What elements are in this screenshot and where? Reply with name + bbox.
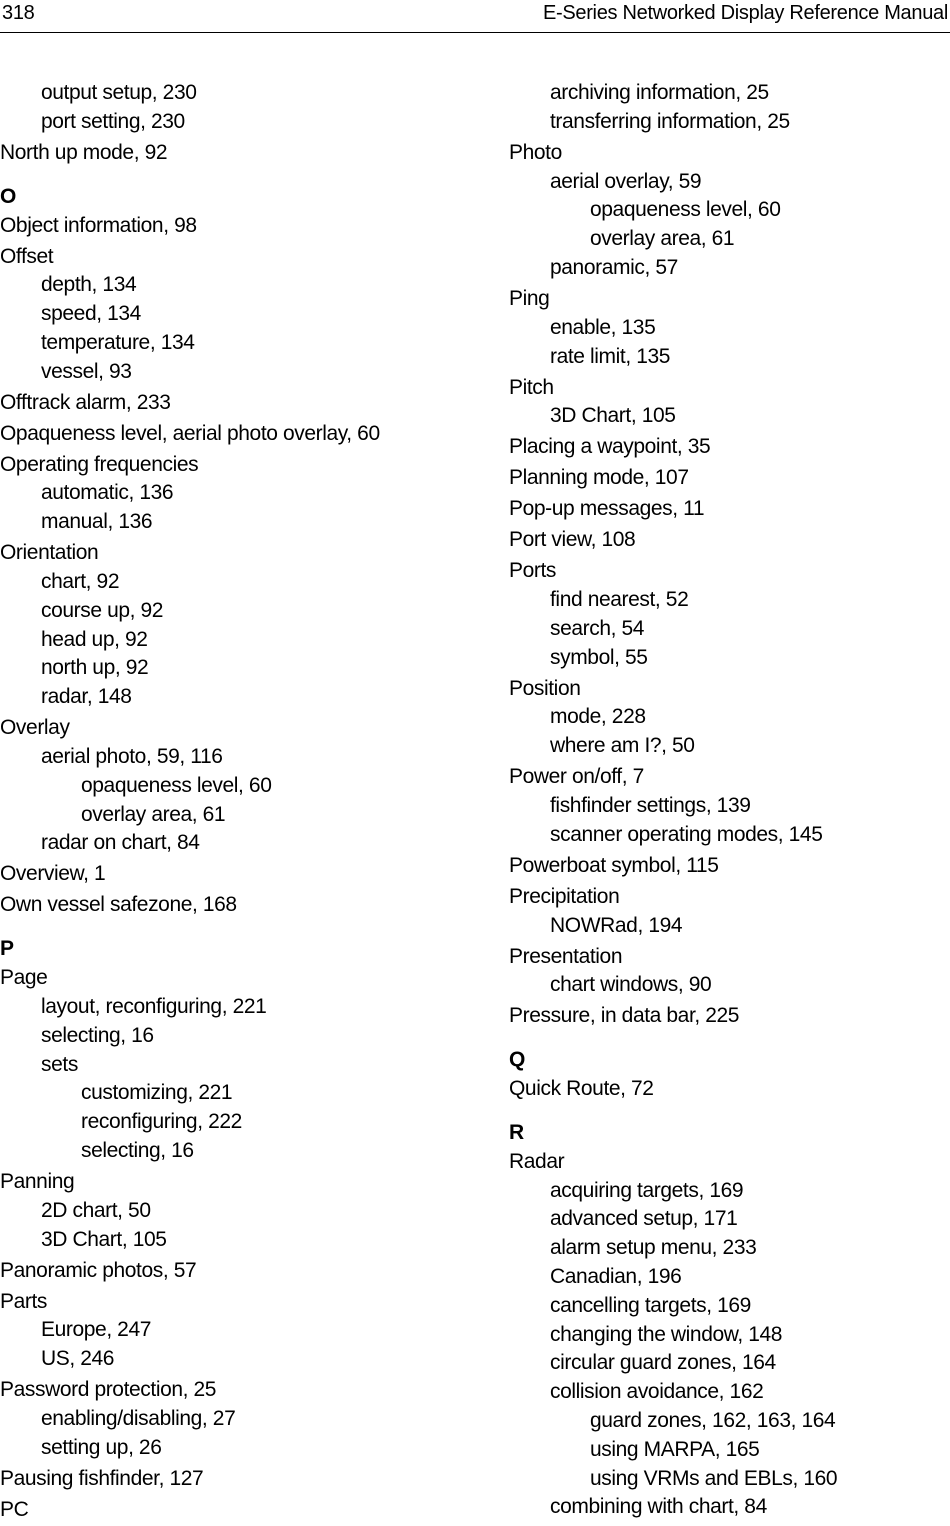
index-subentry: output setup, 230 <box>41 81 197 104</box>
index-subentry: mode, 228 <box>550 705 646 729</box>
index-subentry: layout, reconfiguring, 221 <box>41 994 267 1018</box>
index-subentry: cancelling targets, 169 <box>550 1293 751 1317</box>
index-subentry: selecting, 16 <box>41 1023 154 1047</box>
index-entry: Pitch <box>509 375 554 399</box>
index-subentry: radar on chart, 84 <box>41 831 200 855</box>
index-subentry: search, 54 <box>550 616 645 640</box>
index-entry: Quick Route, 72 <box>509 1077 654 1101</box>
index-entry: Placing a waypoint, 35 <box>509 435 711 459</box>
index-subentry: course up, 92 <box>41 598 164 622</box>
index-section-letter: R <box>509 1120 525 1144</box>
running-title: E-Series Networked Display Reference Manual <box>542 2 948 24</box>
index-section-letter: Q <box>509 1048 526 1072</box>
index-subsubentry: customizing, 221 <box>81 1081 233 1105</box>
index-entry: Panoramic photos, 57 <box>0 1258 197 1282</box>
index-entry: Parts <box>0 1289 48 1313</box>
index-subentry: symbol, 55 <box>550 645 648 669</box>
index-subentry: changing the window, 148 <box>550 1322 783 1346</box>
index-subsubentry: guard zones, 162, 163, 164 <box>590 1409 836 1433</box>
index-entry: North up mode, 92 <box>0 140 168 164</box>
index-subentry: setting up, 26 <box>41 1435 162 1459</box>
index-entry: Powerboat symbol, 115 <box>509 853 719 877</box>
index-entry: Pop-up messages, 11 <box>509 497 705 521</box>
index-subsubentry: selecting, 16 <box>81 1138 194 1162</box>
index-subentry: speed, 134 <box>41 302 141 326</box>
index-subentry: combining with chart, 84 <box>550 1495 767 1519</box>
index-subentry: vessel, 93 <box>41 359 132 383</box>
index-entry: Pressure, in data bar, 225 <box>509 1004 740 1028</box>
index-subentry: chart, 92 <box>41 570 120 594</box>
index-entry: Password protection, 25 <box>0 1378 217 1402</box>
index-column-left <box>0 81 470 1526</box>
index-subsubentry: overlay area, 61 <box>81 802 226 826</box>
index-subentry: archiving information, 25 <box>550 81 769 104</box>
index-subentry: find nearest, 52 <box>550 588 689 612</box>
index-subsubentry: using VRMs and EBLs, 160 <box>590 1466 838 1490</box>
index-entry: Precipitation <box>509 884 620 908</box>
index-subentry: advanced setup, 171 <box>550 1207 738 1231</box>
index-subentry: chart windows, 90 <box>550 973 712 997</box>
index-subentry: depth, 134 <box>41 273 137 297</box>
index-subentry: panoramic, 57 <box>550 255 678 279</box>
index-subentry: fishfinder settings, 139 <box>550 794 751 817</box>
index-entry: Planning mode, 107 <box>509 466 689 490</box>
index-subentry: 2D chart, 50 <box>41 1198 151 1222</box>
index-entry: Overview, 1 <box>0 862 106 886</box>
index-subentry: US, 246 <box>41 1347 115 1371</box>
index-entry: Ping <box>509 286 550 310</box>
index-subsubentry: opaqueness level, 60 <box>81 773 272 797</box>
index-entry: Panning <box>0 1169 75 1193</box>
index-subsubentry: overlay area, 61 <box>590 227 735 251</box>
index-entry: Own vessel safezone, 168 <box>0 893 237 917</box>
index-subentry: alarm setup menu, 233 <box>550 1236 757 1260</box>
index-entry: Opaqueness level, aerial photo overlay, 60 <box>0 421 380 445</box>
index-subentry: port setting, 230 <box>41 109 185 133</box>
index-entry: Presentation <box>509 944 623 968</box>
index-subentry: acquiring targets, 169 <box>550 1178 744 1202</box>
index-entry: PC <box>0 1497 29 1521</box>
index-subentry: sets <box>41 1052 78 1076</box>
index-subentry: Europe, 247 <box>41 1318 152 1342</box>
index-subentry: aerial overlay, 59 <box>550 169 702 193</box>
index-entry: Photo <box>509 140 562 164</box>
index-column-right <box>509 81 949 1524</box>
index-subentry: scanner operating modes, 145 <box>550 822 823 846</box>
index-subentry: automatic, 136 <box>41 481 174 505</box>
page-number: 318 <box>2 2 35 24</box>
index-subentry: Canadian, 196 <box>550 1265 682 1289</box>
index-subentry: enable, 135 <box>550 315 656 339</box>
index-subentry: collision avoidance, 162 <box>550 1380 764 1404</box>
index-subentry: aerial photo, 59, 116 <box>41 745 223 769</box>
page-header <box>0 0 950 33</box>
index-entry: Position <box>509 676 581 700</box>
index-entry: Power on/off, 7 <box>509 765 644 789</box>
index-subentry: temperature, 134 <box>41 330 195 354</box>
index-subsubentry: reconfiguring, 222 <box>81 1110 242 1134</box>
index-entry: Port view, 108 <box>509 528 636 552</box>
index-subentry: transferring information, 25 <box>550 109 790 133</box>
index-subentry: manual, 136 <box>41 510 153 534</box>
index-entry: Orientation <box>0 541 99 565</box>
index-section-letter: O <box>0 184 17 208</box>
index-subentry: 3D Chart, 105 <box>41 1227 167 1251</box>
index-subsubentry: using MARPA, 165 <box>590 1437 760 1461</box>
index-subentry: where am I?, 50 <box>550 734 695 758</box>
index-subentry: north up, 92 <box>41 656 149 680</box>
index-entry: Pausing fishfinder, 127 <box>0 1466 204 1490</box>
index-subsubentry: opaqueness level, 60 <box>590 198 781 222</box>
index-entry: Operating frequencies <box>0 452 199 476</box>
index-subentry: enabling/disabling, 27 <box>41 1406 236 1430</box>
index-subentry: NOWRad, 194 <box>550 913 683 937</box>
index-subentry: circular guard zones, 164 <box>550 1351 776 1375</box>
index-section-letter: P <box>0 937 15 961</box>
index-entry: Offtrack alarm, 233 <box>0 390 171 414</box>
index-subentry: radar, 148 <box>41 685 132 709</box>
index-subentry: 3D Chart, 105 <box>550 404 676 428</box>
index-subentry: rate limit, 135 <box>550 344 671 368</box>
index-entry: Object information, 98 <box>0 213 197 237</box>
index-entry: Ports <box>509 559 557 583</box>
index-entry: Page <box>0 966 48 990</box>
index-entry: Overlay <box>0 716 70 740</box>
index-entry: Offset <box>0 244 54 268</box>
index-subentry: head up, 92 <box>41 627 148 651</box>
index-entry: Radar <box>509 1149 565 1173</box>
